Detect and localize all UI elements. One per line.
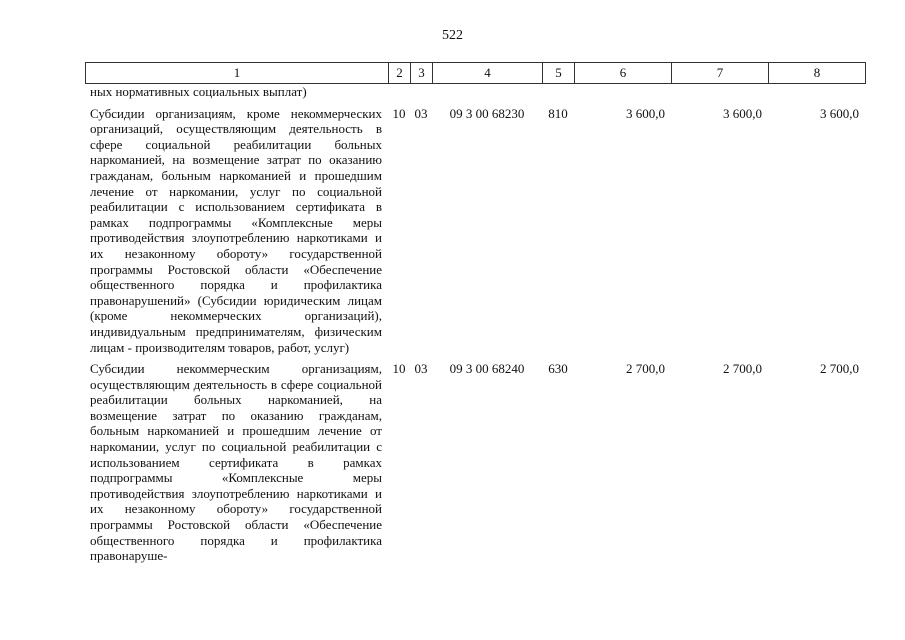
column-header-8: 8 <box>769 63 866 84</box>
row-expense-type: 630 <box>548 361 568 377</box>
column-number-header <box>85 62 866 84</box>
row-amount-1: 2 700,0 <box>626 361 665 377</box>
row-subsection: 03 <box>414 361 428 377</box>
row-description: Субсидии некоммерческим организациям, осуществляющим деятельность в сфере социальной реабилитации больных наркоманией, на возмещение затрат по оказанию гражданам, больным наркоманией и прошедшим лечение от наркомании, услуг по социальной реабилитации с использованием сертификата в рамках подпрограммы «Комплексные меры противодействия злоупотреблению наркотиками и их незаконному обороту» государственной программы Ростовской области «Обеспечение общественного порядка и профилактика правонаруше- <box>90 361 382 564</box>
table-row <box>85 106 865 356</box>
column-header-3: 3 <box>411 63 433 84</box>
column-header-7: 7 <box>672 63 769 84</box>
continuation-row <box>85 84 865 100</box>
budget-table-body <box>85 84 865 564</box>
row-amount-2: 3 600,0 <box>723 105 762 121</box>
continuation-text: ных нормативных социальных выплат) <box>90 84 307 99</box>
page-number: 522 <box>442 28 463 43</box>
row-amount-1: 3 600,0 <box>626 105 665 121</box>
row-section: 10 <box>392 361 406 377</box>
row-amount-3: 3 600,0 <box>820 105 859 121</box>
row-description: Субсидии организациям, кроме некоммерческих организаций, осуществляющим деятельность в сфере социальной реабилитации больных наркоманией, на возмещение затрат по оказанию гражданам, больным наркоманией и прошедшим лечение от наркомании, услуг по социальной реабилитации с использованием сертификата в рамках подпрограммы «Комплексные меры противодействия злоупотреблению наркотиками и их незаконному обороту» государственной программы Ростовской области «Обеспечение общественного порядка и профилактика правонарушений» (Субсидии юридическим лицам (кроме некоммерческих организаций), индивидуальным предпринимателям, физическим лицам - производителям товаров, работ, услуг) <box>90 105 382 355</box>
row-amount-3: 2 700,0 <box>820 361 859 377</box>
column-header-6: 6 <box>575 63 672 84</box>
row-target-code: 09 3 00 68230 <box>449 105 525 121</box>
row-section: 10 <box>392 105 406 121</box>
header-row <box>86 63 866 84</box>
table-row <box>85 361 865 564</box>
column-header-1: 1 <box>86 63 389 84</box>
row-subsection: 03 <box>414 105 428 121</box>
column-header-5: 5 <box>543 63 575 84</box>
row-target-code: 09 3 00 68240 <box>449 361 525 377</box>
column-header-2: 2 <box>389 63 411 84</box>
row-amount-2: 2 700,0 <box>723 361 762 377</box>
column-header-4: 4 <box>433 63 543 84</box>
row-expense-type: 810 <box>548 105 568 121</box>
